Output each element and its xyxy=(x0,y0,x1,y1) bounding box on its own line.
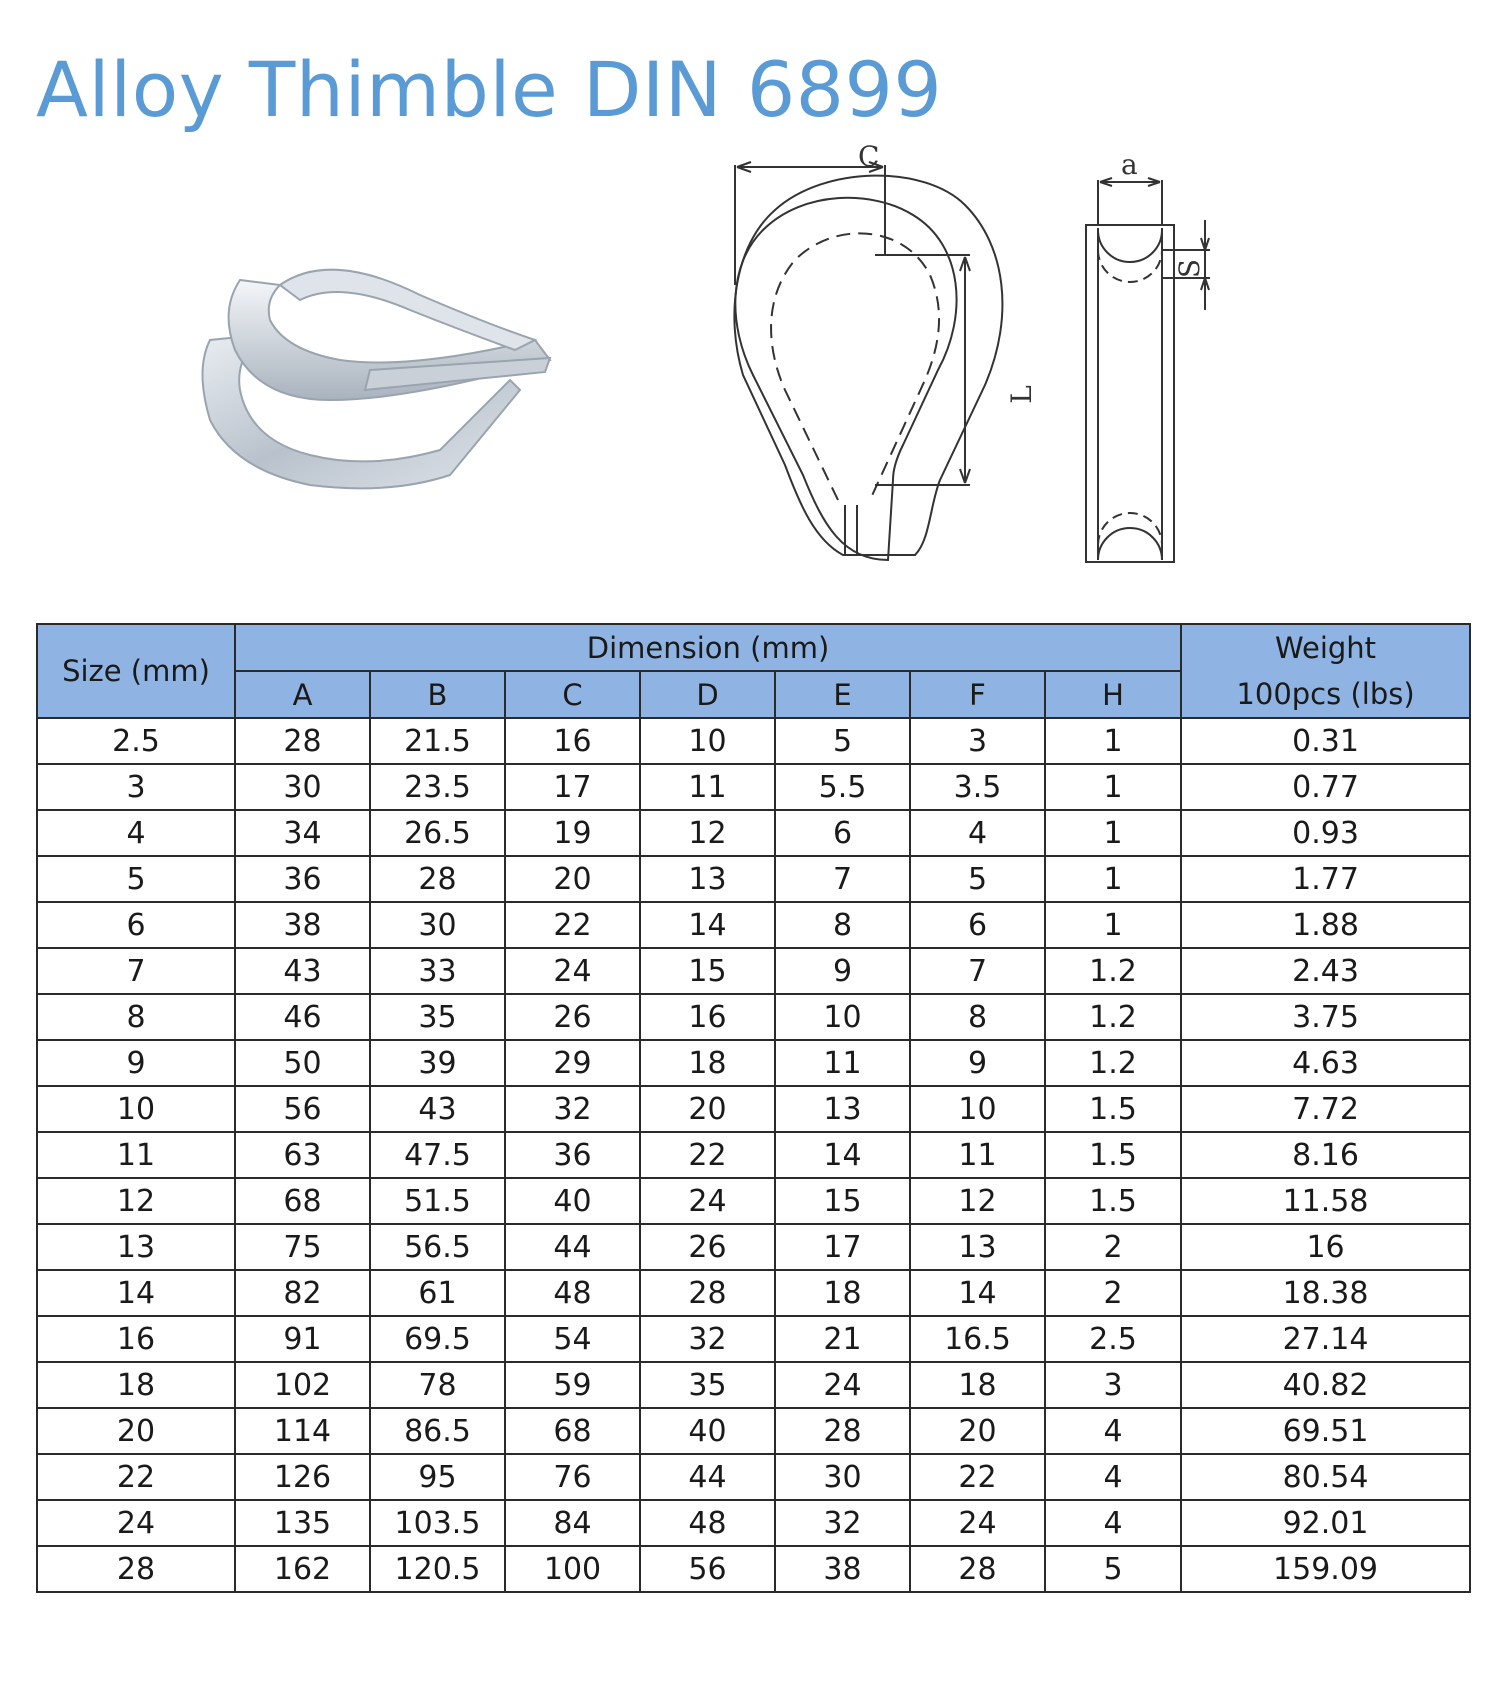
table-cell: 14 xyxy=(640,902,775,948)
table-cell: 1.2 xyxy=(1045,948,1181,994)
table-cell: 35 xyxy=(640,1362,775,1408)
dimension-l-label: L xyxy=(1004,385,1038,404)
table-cell: 95 xyxy=(370,1454,505,1500)
table-cell: 4 xyxy=(1045,1454,1181,1500)
table-row xyxy=(37,1362,1470,1408)
table-cell: 16 xyxy=(640,994,775,1040)
table-cell: 26 xyxy=(640,1224,775,1270)
table-cell: 86.5 xyxy=(370,1408,505,1454)
table-cell: 28 xyxy=(37,1546,235,1592)
table-cell: 6 xyxy=(775,810,910,856)
table-cell: 26.5 xyxy=(370,810,505,856)
table-cell: 24 xyxy=(775,1362,910,1408)
table-cell: 114 xyxy=(235,1408,370,1454)
table-cell: 11 xyxy=(640,764,775,810)
table-cell: 16 xyxy=(1181,1224,1470,1270)
table-cell: 36 xyxy=(235,856,370,902)
table-row xyxy=(37,1500,1470,1546)
table-cell: 24 xyxy=(640,1178,775,1224)
table-cell: 1 xyxy=(1045,764,1181,810)
table-cell: 43 xyxy=(370,1086,505,1132)
table-cell: 51.5 xyxy=(370,1178,505,1224)
table-cell: 11.58 xyxy=(1181,1178,1470,1224)
table-cell: 8 xyxy=(910,994,1045,1040)
table-cell: 24 xyxy=(505,948,640,994)
table-cell: 4 xyxy=(910,810,1045,856)
table-cell: 17 xyxy=(505,764,640,810)
table-cell: 7 xyxy=(910,948,1045,994)
table-row xyxy=(37,1454,1470,1500)
table-cell: 10 xyxy=(37,1086,235,1132)
table-cell: 20 xyxy=(37,1408,235,1454)
table-cell: 61 xyxy=(370,1270,505,1316)
table-cell: 135 xyxy=(235,1500,370,1546)
table-row xyxy=(37,902,1470,948)
table-cell: 24 xyxy=(37,1500,235,1546)
table-cell: 91 xyxy=(235,1316,370,1362)
table-row xyxy=(37,1224,1470,1270)
table-row xyxy=(37,1178,1470,1224)
table-cell: 82 xyxy=(235,1270,370,1316)
table-cell: 10 xyxy=(640,718,775,764)
table-cell: 10 xyxy=(910,1086,1045,1132)
table-cell: 5.5 xyxy=(775,764,910,810)
column-header-b: B xyxy=(370,671,505,718)
table-row xyxy=(37,856,1470,902)
table-row xyxy=(37,1086,1470,1132)
table-cell: 3.5 xyxy=(910,764,1045,810)
table-cell: 40 xyxy=(640,1408,775,1454)
weight-header-line2: 100pcs (lbs) xyxy=(1236,677,1415,711)
dimension-header: Dimension (mm) xyxy=(235,624,1181,671)
table-cell: 18 xyxy=(775,1270,910,1316)
table-row xyxy=(37,1316,1470,1362)
table-cell: 2.5 xyxy=(37,718,235,764)
table-cell: 27.14 xyxy=(1181,1316,1470,1362)
table-cell: 48 xyxy=(505,1270,640,1316)
table-cell: 50 xyxy=(235,1040,370,1086)
table-cell: 18 xyxy=(37,1362,235,1408)
table-cell: 13 xyxy=(775,1086,910,1132)
column-header-f: F xyxy=(910,671,1045,718)
table-cell: 5 xyxy=(910,856,1045,902)
table-cell: 7 xyxy=(775,856,910,902)
table-cell: 46 xyxy=(235,994,370,1040)
table-cell: 15 xyxy=(640,948,775,994)
table-cell: 20 xyxy=(910,1408,1045,1454)
table-cell: 7.72 xyxy=(1181,1086,1470,1132)
table-cell: 13 xyxy=(910,1224,1045,1270)
table-cell: 23.5 xyxy=(370,764,505,810)
weight-header xyxy=(1181,624,1470,718)
table-cell: 5 xyxy=(1045,1546,1181,1592)
table-cell: 1 xyxy=(1045,902,1181,948)
table-cell: 80.54 xyxy=(1181,1454,1470,1500)
table-cell: 30 xyxy=(370,902,505,948)
table-cell: 1.5 xyxy=(1045,1132,1181,1178)
table-row xyxy=(37,1408,1470,1454)
table-row xyxy=(37,764,1470,810)
table-cell: 3 xyxy=(37,764,235,810)
table-cell: 120.5 xyxy=(370,1546,505,1592)
table-cell: 8 xyxy=(37,994,235,1040)
table-cell: 0.93 xyxy=(1181,810,1470,856)
page-title: Alloy Thimble DIN 6899 xyxy=(36,45,943,134)
table-cell: 3 xyxy=(910,718,1045,764)
table-cell: 63 xyxy=(235,1132,370,1178)
specification-table xyxy=(36,623,1471,1593)
table-cell: 22 xyxy=(505,902,640,948)
table-cell: 159.09 xyxy=(1181,1546,1470,1592)
table-cell: 2 xyxy=(1045,1224,1181,1270)
table-cell: 69.51 xyxy=(1181,1408,1470,1454)
table-cell: 6 xyxy=(37,902,235,948)
table-cell: 8.16 xyxy=(1181,1132,1470,1178)
table-cell: 22 xyxy=(910,1454,1045,1500)
table-cell: 28 xyxy=(370,856,505,902)
weight-header-line1: Weight xyxy=(1275,631,1377,665)
table-cell: 11 xyxy=(775,1040,910,1086)
thimble-product-photo xyxy=(190,240,590,510)
dimension-a-label: a xyxy=(1121,148,1138,181)
table-cell: 162 xyxy=(235,1546,370,1592)
table-cell: 1 xyxy=(1045,718,1181,764)
column-header-e: E xyxy=(775,671,910,718)
table-cell: 0.31 xyxy=(1181,718,1470,764)
table-cell: 1.2 xyxy=(1045,994,1181,1040)
table-cell: 30 xyxy=(235,764,370,810)
dimension-c-label: C xyxy=(858,140,880,173)
table-cell: 9 xyxy=(910,1040,1045,1086)
table-cell: 0.77 xyxy=(1181,764,1470,810)
table-cell: 1.2 xyxy=(1045,1040,1181,1086)
table-cell: 8 xyxy=(775,902,910,948)
table-cell: 5 xyxy=(775,718,910,764)
table-cell: 32 xyxy=(505,1086,640,1132)
table-cell: 28 xyxy=(910,1546,1045,1592)
table-cell: 12 xyxy=(910,1178,1045,1224)
table-cell: 21.5 xyxy=(370,718,505,764)
table-cell: 14 xyxy=(775,1132,910,1178)
table-cell: 11 xyxy=(910,1132,1045,1178)
table-cell: 21 xyxy=(775,1316,910,1362)
table-cell: 34 xyxy=(235,810,370,856)
table-cell: 28 xyxy=(640,1270,775,1316)
table-cell: 19 xyxy=(505,810,640,856)
table-cell: 75 xyxy=(235,1224,370,1270)
table-row xyxy=(37,1546,1470,1592)
table-cell: 40.82 xyxy=(1181,1362,1470,1408)
table-cell: 38 xyxy=(235,902,370,948)
table-cell: 26 xyxy=(505,994,640,1040)
table-body xyxy=(37,718,1470,1592)
table-cell: 17 xyxy=(775,1224,910,1270)
table-cell: 69.5 xyxy=(370,1316,505,1362)
table-cell: 1 xyxy=(1045,856,1181,902)
table-cell: 11 xyxy=(37,1132,235,1178)
table-cell: 12 xyxy=(37,1178,235,1224)
table-cell: 1.77 xyxy=(1181,856,1470,902)
thimble-front-diagram xyxy=(725,145,1055,575)
table-cell: 38 xyxy=(775,1546,910,1592)
table-cell: 24 xyxy=(910,1500,1045,1546)
table-cell: 20 xyxy=(640,1086,775,1132)
table-cell: 92.01 xyxy=(1181,1500,1470,1546)
table-cell: 9 xyxy=(37,1040,235,1086)
column-header-a: A xyxy=(235,671,370,718)
column-header-c: C xyxy=(505,671,640,718)
table-cell: 16 xyxy=(37,1316,235,1362)
table-cell: 16 xyxy=(505,718,640,764)
table-cell: 84 xyxy=(505,1500,640,1546)
dimension-s-label: S xyxy=(1173,258,1207,279)
table-cell: 30 xyxy=(775,1454,910,1500)
table-cell: 44 xyxy=(505,1224,640,1270)
table-cell: 32 xyxy=(775,1500,910,1546)
table-cell: 56.5 xyxy=(370,1224,505,1270)
table-cell: 13 xyxy=(640,856,775,902)
table-cell: 10 xyxy=(775,994,910,1040)
column-header-d: D xyxy=(640,671,775,718)
table-row xyxy=(37,1270,1470,1316)
table-cell: 54 xyxy=(505,1316,640,1362)
table-cell: 36 xyxy=(505,1132,640,1178)
table-cell: 18 xyxy=(910,1362,1045,1408)
table-cell: 32 xyxy=(640,1316,775,1362)
table-cell: 3.75 xyxy=(1181,994,1470,1040)
table-cell: 14 xyxy=(910,1270,1045,1316)
table-row xyxy=(37,1040,1470,1086)
table-cell: 78 xyxy=(370,1362,505,1408)
table-row xyxy=(37,1132,1470,1178)
table-cell: 76 xyxy=(505,1454,640,1500)
table-cell: 16.5 xyxy=(910,1316,1045,1362)
table-cell: 56 xyxy=(235,1086,370,1132)
table-cell: 1.5 xyxy=(1045,1086,1181,1132)
table-cell: 9 xyxy=(775,948,910,994)
table-row xyxy=(37,810,1470,856)
table-cell: 2.5 xyxy=(1045,1316,1181,1362)
table-cell: 12 xyxy=(640,810,775,856)
table-cell: 39 xyxy=(370,1040,505,1086)
table-cell: 47.5 xyxy=(370,1132,505,1178)
table-cell: 4 xyxy=(1045,1408,1181,1454)
column-header-h: H xyxy=(1045,671,1181,718)
table-cell: 1.5 xyxy=(1045,1178,1181,1224)
table-cell: 100 xyxy=(505,1546,640,1592)
table-cell: 1 xyxy=(1045,810,1181,856)
table-cell: 15 xyxy=(775,1178,910,1224)
size-header: Size (mm) xyxy=(37,624,235,718)
table-cell: 7 xyxy=(37,948,235,994)
table-cell: 48 xyxy=(640,1500,775,1546)
table-cell: 28 xyxy=(235,718,370,764)
table-cell: 1.88 xyxy=(1181,902,1470,948)
table-cell: 29 xyxy=(505,1040,640,1086)
table-row xyxy=(37,948,1470,994)
table-cell: 6 xyxy=(910,902,1045,948)
table-cell: 18 xyxy=(640,1040,775,1086)
table-cell: 4.63 xyxy=(1181,1040,1470,1086)
table-row xyxy=(37,718,1470,764)
table-cell: 126 xyxy=(235,1454,370,1500)
table-cell: 2 xyxy=(1045,1270,1181,1316)
table-cell: 28 xyxy=(775,1408,910,1454)
table-cell: 18.38 xyxy=(1181,1270,1470,1316)
table-cell: 102 xyxy=(235,1362,370,1408)
table-cell: 56 xyxy=(640,1546,775,1592)
table-row xyxy=(37,994,1470,1040)
table-cell: 103.5 xyxy=(370,1500,505,1546)
table-cell: 14 xyxy=(37,1270,235,1316)
table-cell: 13 xyxy=(37,1224,235,1270)
table-cell: 3 xyxy=(1045,1362,1181,1408)
table-cell: 20 xyxy=(505,856,640,902)
table-cell: 44 xyxy=(640,1454,775,1500)
table-cell: 68 xyxy=(505,1408,640,1454)
table-cell: 35 xyxy=(370,994,505,1040)
table-cell: 33 xyxy=(370,948,505,994)
table-cell: 43 xyxy=(235,948,370,994)
table-cell: 5 xyxy=(37,856,235,902)
table-cell: 68 xyxy=(235,1178,370,1224)
thimble-side-diagram xyxy=(1070,150,1220,570)
table-cell: 22 xyxy=(640,1132,775,1178)
table-cell: 59 xyxy=(505,1362,640,1408)
table-cell: 4 xyxy=(1045,1500,1181,1546)
table-cell: 22 xyxy=(37,1454,235,1500)
table-cell: 2.43 xyxy=(1181,948,1470,994)
table-cell: 4 xyxy=(37,810,235,856)
table-cell: 40 xyxy=(505,1178,640,1224)
